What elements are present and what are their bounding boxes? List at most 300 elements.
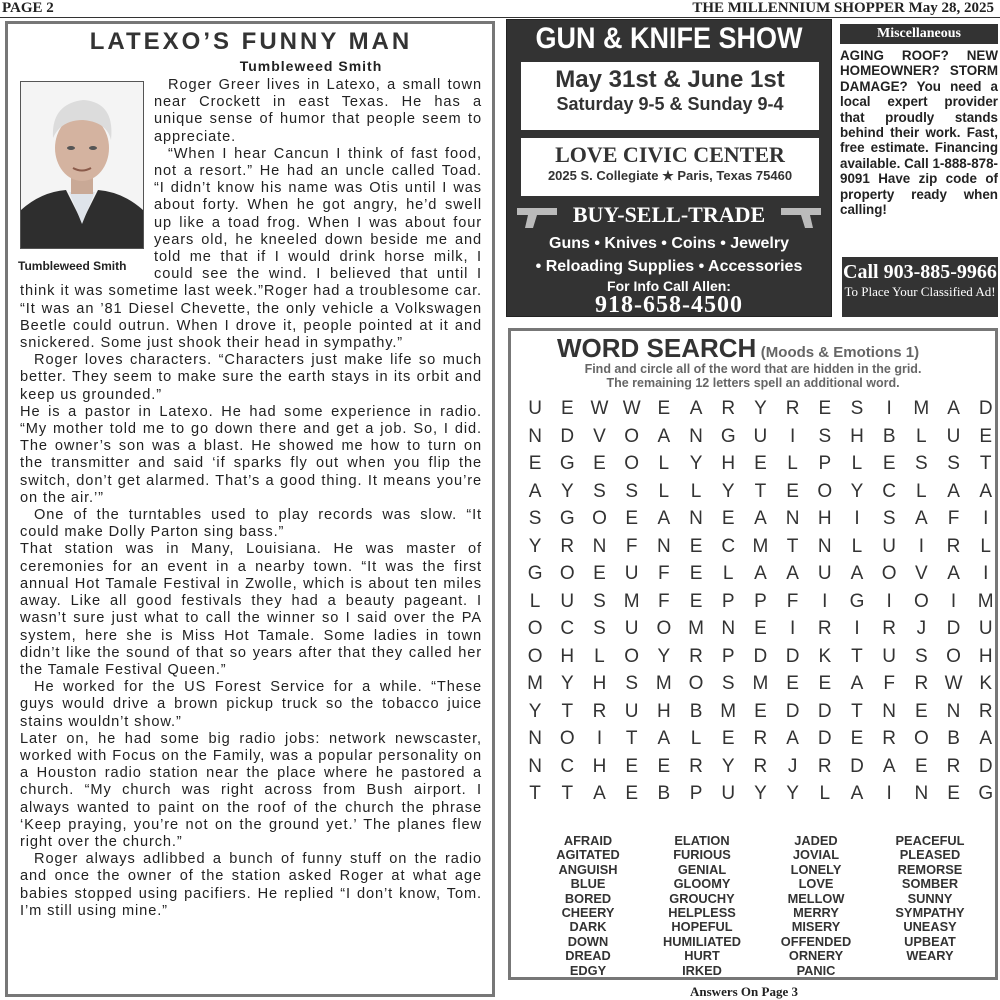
- grid-letter[interactable]: S: [915, 453, 928, 474]
- grid-letter[interactable]: A: [947, 563, 960, 584]
- grid-letter[interactable]: R: [721, 398, 736, 419]
- grid-letter[interactable]: N: [592, 535, 607, 557]
- grid-letter[interactable]: I: [789, 618, 796, 639]
- grid-letter[interactable]: M: [688, 618, 704, 639]
- grid-letter[interactable]: D: [946, 618, 961, 639]
- grid-letter[interactable]: E: [915, 755, 928, 777]
- grid-row: [519, 780, 1000, 808]
- grid-letter[interactable]: E: [786, 673, 799, 694]
- grid-letter[interactable]: E: [979, 425, 993, 447]
- grid-letter[interactable]: L: [690, 480, 702, 502]
- word-item: CHEERY: [561, 905, 615, 921]
- word-item: LONELY: [790, 861, 842, 877]
- grid-letter[interactable]: C: [560, 618, 575, 639]
- grid-letter[interactable]: B: [657, 783, 671, 804]
- grid-letter[interactable]: D: [785, 700, 800, 722]
- word-item: OFFENDED: [780, 933, 852, 949]
- gun-show-tagline: BUY-SELL-TRADE: [572, 202, 766, 227]
- word-item: DARK: [569, 919, 607, 935]
- grid-letter[interactable]: A: [882, 755, 896, 777]
- grid-letter[interactable]: A: [947, 398, 960, 419]
- grid-letter[interactable]: L: [980, 535, 991, 557]
- word-item: SUNNY: [907, 890, 953, 906]
- grid-letter[interactable]: I: [950, 590, 957, 612]
- grid-letter[interactable]: E: [818, 398, 832, 419]
- grid-letter[interactable]: O: [527, 645, 543, 667]
- grid-letter[interactable]: E: [593, 563, 606, 584]
- grid-letter[interactable]: A: [947, 480, 960, 502]
- grid-letter[interactable]: T: [851, 700, 863, 722]
- word-list: [531, 834, 987, 978]
- word-column: [531, 834, 645, 978]
- grid-letter[interactable]: N: [528, 755, 542, 777]
- article-byline: Tumbleweed Smith: [239, 58, 383, 74]
- word-item: LOVE: [798, 876, 834, 892]
- grid-letter[interactable]: H: [592, 673, 607, 694]
- grid-letter[interactable]: S: [850, 398, 864, 419]
- grid-letter[interactable]: H: [978, 645, 993, 667]
- grid-letter[interactable]: S: [593, 590, 606, 612]
- grid-letter[interactable]: R: [946, 755, 961, 777]
- grid-letter[interactable]: L: [787, 453, 798, 474]
- grid-letter[interactable]: A: [915, 508, 928, 529]
- grid-letter[interactable]: S: [947, 453, 960, 474]
- grid-letter[interactable]: T: [979, 453, 992, 474]
- grid-letter[interactable]: R: [978, 700, 993, 722]
- grid-letter[interactable]: L: [851, 453, 863, 474]
- grid-letter[interactable]: Y: [689, 453, 703, 474]
- grid-letter[interactable]: S: [593, 480, 606, 502]
- article-paragraph: Roger loves characters. “Characters just make life so much better. They seem to make sure the earth stays in its orbit and keep us grounded.”: [20, 352, 482, 403]
- grid-letter[interactable]: I: [918, 535, 924, 557]
- grid-letter[interactable]: A: [850, 563, 864, 584]
- grid-letter[interactable]: A: [850, 673, 864, 694]
- word-search-instructions: [511, 362, 995, 390]
- grid-letter[interactable]: N: [817, 535, 832, 557]
- grid-letter[interactable]: O: [527, 618, 543, 639]
- grid-letter[interactable]: N: [946, 700, 961, 722]
- gun-show-dates-box: [521, 62, 819, 130]
- grid-letter[interactable]: Y: [528, 535, 542, 557]
- grid-letter[interactable]: N: [689, 425, 703, 447]
- grid-letter[interactable]: I: [886, 590, 892, 612]
- grid-letter[interactable]: E: [657, 755, 671, 777]
- grid-letter[interactable]: B: [947, 728, 960, 749]
- grid-letter[interactable]: D: [817, 700, 832, 722]
- grid-letter[interactable]: U: [624, 563, 639, 584]
- grid-letter[interactable]: E: [721, 508, 735, 529]
- grid-letter[interactable]: E: [625, 755, 638, 777]
- word-item: WEARY: [906, 948, 954, 964]
- word-item: PANIC: [796, 962, 836, 978]
- grid-row: [519, 753, 1000, 781]
- grid-letter[interactable]: E: [625, 783, 638, 804]
- grid-letter[interactable]: G: [559, 453, 575, 474]
- grid-letter[interactable]: M: [655, 673, 672, 694]
- grid-letter[interactable]: H: [721, 453, 736, 474]
- gun-show-venue: LOVE CIVIC CENTER: [555, 142, 785, 167]
- grid-letter[interactable]: L: [819, 783, 831, 804]
- grid-letter[interactable]: R: [817, 755, 832, 777]
- article-paragraph: “When I hear Cancun I think of fast food, not a resort.” He had an uncle called Toad. “I didn’t know his name was Otis until I was about forty. When he got angry, he’d swell up like a toad frog. When I was about four years old, he kneeled down beside me and told me that if I would drink horse milk, I could see the wind. I believed that until I think it was sometime last week.”Roger had a troublesome car. “It was an ’81 Diesel Chevette, the only vehicle a Volkswagen Beetle could outrun. When I drove it, people pointed at it and snickered. Some just shook their head in sympathy.”: [20, 145, 482, 352]
- grid-letter[interactable]: D: [785, 645, 800, 667]
- grid-letter[interactable]: E: [528, 453, 542, 474]
- grid-letter[interactable]: A: [979, 480, 993, 502]
- grid-letter[interactable]: Y: [721, 480, 735, 502]
- grid-letter[interactable]: E: [689, 563, 703, 584]
- grid-letter[interactable]: N: [689, 508, 703, 529]
- header-rule: [0, 17, 1000, 18]
- grid-letter[interactable]: I: [822, 590, 828, 612]
- grid-letter[interactable]: V: [915, 563, 928, 584]
- word-column: [759, 834, 873, 978]
- grid-letter[interactable]: F: [658, 590, 670, 612]
- word-item: UPBEAT: [904, 933, 956, 949]
- gun-show-items-line: Guns • Knives • Coins • Jewelry: [549, 235, 789, 252]
- grid-letter[interactable]: J: [916, 618, 927, 639]
- grid-letter[interactable]: E: [882, 453, 896, 474]
- word-search-instruction: Find and circle all of the word that are hidden in the grid.: [584, 362, 922, 376]
- grid-letter[interactable]: T: [786, 535, 799, 557]
- grid-letter[interactable]: S: [528, 508, 542, 529]
- grid-letter[interactable]: A: [528, 480, 542, 502]
- grid-letter[interactable]: F: [625, 535, 638, 557]
- grid-letter[interactable]: L: [658, 480, 670, 502]
- grid-letter[interactable]: A: [979, 728, 993, 749]
- grid-letter[interactable]: A: [657, 425, 671, 447]
- grid-letter[interactable]: P: [721, 590, 735, 612]
- word-column: [645, 834, 759, 978]
- grid-letter[interactable]: L: [851, 535, 863, 557]
- grid-letter[interactable]: Y: [721, 755, 735, 777]
- grid-letter[interactable]: Y: [560, 673, 574, 694]
- grid-letter[interactable]: A: [754, 508, 767, 529]
- grid-letter[interactable]: A: [593, 783, 606, 804]
- word-item: HUMILIATED: [663, 933, 741, 949]
- grid-letter[interactable]: G: [527, 563, 543, 584]
- grid-letter[interactable]: E: [786, 480, 799, 502]
- grid-letter[interactable]: A: [689, 398, 703, 419]
- grid-letter[interactable]: C: [721, 535, 736, 557]
- grid-letter[interactable]: R: [753, 755, 768, 777]
- grid-letter[interactable]: O: [624, 645, 640, 667]
- word-item: UNEASY: [903, 919, 957, 935]
- grid-letter[interactable]: F: [947, 508, 960, 529]
- letter-grid: [519, 395, 1000, 808]
- gun-show-ad: [506, 19, 832, 317]
- grid-letter[interactable]: R: [882, 618, 897, 639]
- grid-row: [519, 588, 1000, 616]
- word-item: SYMPATHY: [895, 905, 965, 921]
- grid-letter[interactable]: U: [946, 425, 961, 447]
- grid-row: [519, 505, 1000, 533]
- grid-letter[interactable]: L: [690, 728, 702, 749]
- article-paragraph: Roger Greer lives in Latexo, a small town near Crockett in east Texas. He has a unique sense of humor that people seem to appreciate.: [154, 77, 482, 145]
- grid-letter[interactable]: O: [656, 618, 672, 639]
- grid-letter[interactable]: N: [914, 783, 929, 804]
- grid-letter[interactable]: M: [977, 590, 994, 612]
- grid-letter[interactable]: A: [657, 728, 671, 749]
- grid-letter[interactable]: H: [592, 755, 607, 777]
- grid-letter[interactable]: I: [596, 728, 603, 749]
- grid-letter[interactable]: L: [658, 453, 670, 474]
- grid-letter[interactable]: E: [818, 673, 832, 694]
- grid-letter[interactable]: I: [789, 425, 796, 447]
- grid-letter[interactable]: U: [721, 783, 736, 804]
- grid-letter[interactable]: M: [913, 398, 930, 419]
- grid-letter[interactable]: P: [721, 645, 735, 667]
- grid-letter[interactable]: R: [882, 728, 897, 749]
- grid-letter[interactable]: A: [657, 508, 671, 529]
- grid-letter[interactable]: U: [817, 563, 832, 584]
- grid-letter[interactable]: P: [754, 590, 767, 612]
- grid-letter[interactable]: B: [689, 700, 703, 722]
- grid-letter[interactable]: A: [754, 563, 767, 584]
- grid-row: [519, 643, 1000, 671]
- grid-letter[interactable]: E: [657, 398, 671, 419]
- grid-letter[interactable]: W: [944, 673, 963, 694]
- grid-letter[interactable]: I: [886, 783, 892, 804]
- grid-letter[interactable]: S: [818, 425, 832, 447]
- grid-letter[interactable]: O: [624, 425, 640, 447]
- grid-letter[interactable]: T: [561, 700, 574, 722]
- grid-letter[interactable]: O: [559, 563, 575, 584]
- word-search-title: WORD SEARCH: [557, 333, 757, 363]
- grid-letter[interactable]: F: [883, 673, 895, 694]
- grid-letter[interactable]: I: [854, 618, 860, 639]
- grid-letter[interactable]: P: [818, 453, 832, 474]
- grid-letter[interactable]: R: [753, 728, 768, 749]
- grid-letter[interactable]: I: [854, 508, 860, 529]
- article-box: [5, 21, 495, 997]
- grid-letter[interactable]: V: [593, 425, 606, 447]
- word-item: BORED: [564, 890, 612, 906]
- grid-letter[interactable]: N: [528, 728, 542, 749]
- grid-letter[interactable]: D: [978, 398, 993, 419]
- grid-letter[interactable]: H: [656, 700, 671, 722]
- grid-letter[interactable]: N: [656, 535, 671, 557]
- grid-letter[interactable]: H: [817, 508, 832, 529]
- grid-letter[interactable]: O: [817, 480, 833, 502]
- grid-letter[interactable]: U: [882, 535, 897, 557]
- grid-letter[interactable]: N: [882, 700, 897, 722]
- grid-letter[interactable]: Y: [528, 700, 542, 722]
- grid-letter[interactable]: O: [559, 728, 575, 749]
- grid-letter[interactable]: C: [882, 480, 897, 502]
- article-paragraph: That station was in Many, Louisiana. He was master of ceremonies for an event in a nearby town. “It was the first annual Hot Tamale Festival in Zwolle, which is about ten miles away. Like all good festivals they had a beauty pageant. I wasn’t sure just what to call the winner so I said over the PA system, here she is Miss Hot Tamale. Some ladies in town didn’t like the sound of that so years after that they called her the Tamale Festival Queen.”: [20, 541, 482, 678]
- word-item: REMORSE: [897, 861, 963, 877]
- grid-letter[interactable]: E: [915, 700, 928, 722]
- word-item: HURT: [684, 948, 720, 964]
- gun-show-dates: May 31st & June 1st: [555, 66, 785, 93]
- grid-letter[interactable]: Y: [657, 645, 671, 667]
- grid-letter[interactable]: R: [560, 535, 575, 557]
- grid-letter[interactable]: S: [625, 673, 638, 694]
- grid-letter[interactable]: U: [753, 425, 768, 447]
- grid-letter[interactable]: S: [593, 618, 606, 639]
- grid-letter[interactable]: L: [916, 480, 927, 502]
- article-title: LATEXO’S FUNNY MAN: [89, 28, 413, 55]
- word-item: ORNERY: [788, 948, 844, 964]
- grid-letter[interactable]: Y: [850, 480, 864, 502]
- grid-letter[interactable]: U: [624, 700, 639, 722]
- grid-letter[interactable]: Y: [560, 480, 574, 502]
- article-paragraph: Roger always adlibbed a bunch of funny stuff on the radio and once the owner of the station asked Roger at what age babies stopped using pacifiers. He replied “I don’t know, Tom. I’m still using mine.”: [20, 851, 482, 919]
- author-photo-block: [20, 81, 144, 273]
- grid-letter[interactable]: G: [978, 783, 994, 804]
- grid-row: [519, 725, 1000, 753]
- grid-letter[interactable]: O: [913, 728, 929, 749]
- grid-letter[interactable]: A: [850, 783, 864, 804]
- grid-letter[interactable]: N: [528, 425, 542, 447]
- grid-letter[interactable]: M: [752, 535, 769, 557]
- gun-show-hours: Saturday 9-5 & Sunday 9-4: [556, 94, 784, 114]
- grid-letter[interactable]: T: [754, 480, 767, 502]
- grid-letter[interactable]: G: [559, 508, 575, 529]
- grid-letter[interactable]: M: [623, 590, 640, 612]
- grid-letter[interactable]: H: [850, 425, 864, 447]
- grid-letter[interactable]: M: [720, 700, 737, 722]
- grid-letter[interactable]: L: [594, 645, 605, 667]
- grid-letter[interactable]: O: [946, 645, 961, 667]
- word-item: MISERY: [791, 919, 841, 935]
- word-item: ELATION: [674, 833, 730, 848]
- grid-letter[interactable]: A: [786, 728, 799, 749]
- grid-letter[interactable]: E: [850, 728, 864, 749]
- word-search-title-block: [557, 333, 919, 364]
- grid-letter[interactable]: D: [753, 645, 768, 667]
- grid-letter[interactable]: O: [688, 673, 704, 694]
- grid-letter[interactable]: E: [689, 535, 703, 557]
- grid-row: [519, 423, 1000, 451]
- grid-letter[interactable]: M: [752, 673, 769, 694]
- grid-letter[interactable]: O: [624, 453, 640, 474]
- grid-letter[interactable]: T: [625, 728, 638, 749]
- grid-row: [519, 533, 1000, 561]
- grid-letter[interactable]: D: [978, 755, 993, 777]
- grid-letter[interactable]: U: [882, 645, 897, 667]
- grid-letter[interactable]: P: [689, 783, 703, 804]
- grid-letter[interactable]: G: [720, 425, 736, 447]
- grid-letter[interactable]: D: [817, 728, 832, 749]
- word-item: PEACEFUL: [895, 833, 965, 848]
- grid-letter[interactable]: G: [849, 590, 865, 612]
- grid-letter[interactable]: S: [721, 673, 735, 694]
- word-item: AGITATED: [556, 847, 620, 863]
- grid-letter[interactable]: Y: [754, 398, 767, 419]
- grid-letter[interactable]: R: [817, 618, 832, 639]
- grid-letter[interactable]: B: [882, 425, 896, 447]
- grid-letter[interactable]: E: [721, 728, 735, 749]
- grid-row: [519, 615, 1000, 643]
- grid-letter[interactable]: F: [658, 563, 670, 584]
- word-item: BLUE: [570, 876, 606, 892]
- grid-letter[interactable]: W: [622, 398, 641, 419]
- gun-show-items-line: • Reloading Supplies • Accessories: [535, 258, 803, 275]
- grid-letter[interactable]: E: [754, 453, 767, 474]
- classified-tagline: To Place Your Classified Ad!: [844, 284, 996, 299]
- word-item: MERRY: [793, 905, 839, 921]
- grid-letter[interactable]: O: [592, 508, 607, 529]
- article-paragraph: He is a pastor in Latexo. He had some experience in radio. “My mother told me to go down there and get a job. So, I did. The owner’s son was a blast. He showed me how to turn on the transmitter and said ‘if sparks fly out when you flip the switch, don’t get alarmed. That’s a good thing. It means you’re on the air.’”: [20, 403, 482, 506]
- grid-letter[interactable]: H: [560, 645, 575, 667]
- grid-letter[interactable]: I: [983, 508, 989, 529]
- word-search: [508, 328, 998, 980]
- grid-letter[interactable]: J: [787, 755, 798, 777]
- gun-show-address: 2025 S. Collegiate ★ Paris, Texas 75460: [547, 168, 793, 183]
- grid-letter[interactable]: T: [529, 783, 541, 804]
- grid-letter[interactable]: E: [754, 618, 767, 639]
- grid-letter[interactable]: M: [527, 673, 543, 694]
- grid-letter[interactable]: C: [560, 755, 575, 777]
- grid-letter[interactable]: L: [916, 425, 927, 447]
- classified-phone: Call 903-885-9966: [843, 261, 997, 283]
- grid-letter[interactable]: W: [590, 398, 609, 419]
- grid-letter[interactable]: Y: [786, 783, 799, 804]
- grid-letter[interactable]: L: [529, 590, 541, 612]
- grid-letter[interactable]: S: [915, 645, 928, 667]
- word-item: EDGY: [569, 962, 607, 978]
- word-item: JOVIAL: [792, 847, 840, 863]
- grid-letter[interactable]: S: [882, 508, 896, 529]
- gun-show-venue-box: [521, 138, 819, 196]
- grid-letter[interactable]: L: [722, 563, 734, 584]
- grid-letter[interactable]: I: [983, 563, 989, 584]
- word-item: GENIAL: [677, 861, 727, 877]
- word-search-instruction: The remaining 12 letters spell an additional word.: [606, 376, 900, 390]
- grid-letter[interactable]: F: [786, 590, 799, 612]
- grid-letter[interactable]: N: [785, 508, 800, 529]
- grid-letter[interactable]: E: [754, 700, 767, 722]
- grid-letter[interactable]: R: [946, 535, 961, 557]
- grid-letter[interactable]: A: [786, 563, 799, 584]
- grid-letter[interactable]: U: [624, 618, 639, 639]
- grid-letter[interactable]: E: [560, 398, 574, 419]
- grid-letter[interactable]: U: [528, 398, 542, 419]
- grid-letter[interactable]: U: [560, 590, 575, 612]
- grid-letter[interactable]: K: [979, 673, 993, 694]
- grid-letter[interactable]: N: [721, 618, 736, 639]
- grid-letter[interactable]: T: [561, 783, 574, 804]
- grid-letter[interactable]: R: [689, 755, 703, 777]
- grid-letter[interactable]: K: [818, 645, 832, 667]
- grid-letter[interactable]: E: [593, 453, 606, 474]
- grid-letter[interactable]: S: [625, 480, 638, 502]
- photo-caption: Tumbleweed Smith: [18, 259, 127, 273]
- grid-letter[interactable]: D: [560, 425, 575, 447]
- grid-letter[interactable]: R: [785, 398, 800, 419]
- grid-letter[interactable]: E: [625, 508, 638, 529]
- grid-row: [519, 478, 1000, 506]
- grid-letter[interactable]: R: [914, 673, 929, 694]
- grid-letter[interactable]: O: [881, 563, 897, 584]
- grid-letter[interactable]: E: [947, 783, 960, 804]
- grid-letter[interactable]: D: [850, 755, 864, 777]
- grid-letter[interactable]: E: [689, 590, 703, 612]
- grid-row: [519, 670, 1000, 698]
- grid-letter[interactable]: O: [913, 590, 929, 612]
- grid-letter[interactable]: T: [851, 645, 863, 667]
- grid-row: [519, 395, 1000, 423]
- grid-letter[interactable]: Y: [754, 783, 767, 804]
- grid-row: [519, 450, 1000, 478]
- grid-letter[interactable]: I: [886, 398, 892, 419]
- grid-letter[interactable]: R: [689, 645, 703, 667]
- word-item: MELLOW: [787, 890, 845, 906]
- grid-letter[interactable]: U: [978, 618, 993, 639]
- grid-letter[interactable]: R: [592, 700, 607, 722]
- page-number: PAGE 2: [2, 0, 54, 16]
